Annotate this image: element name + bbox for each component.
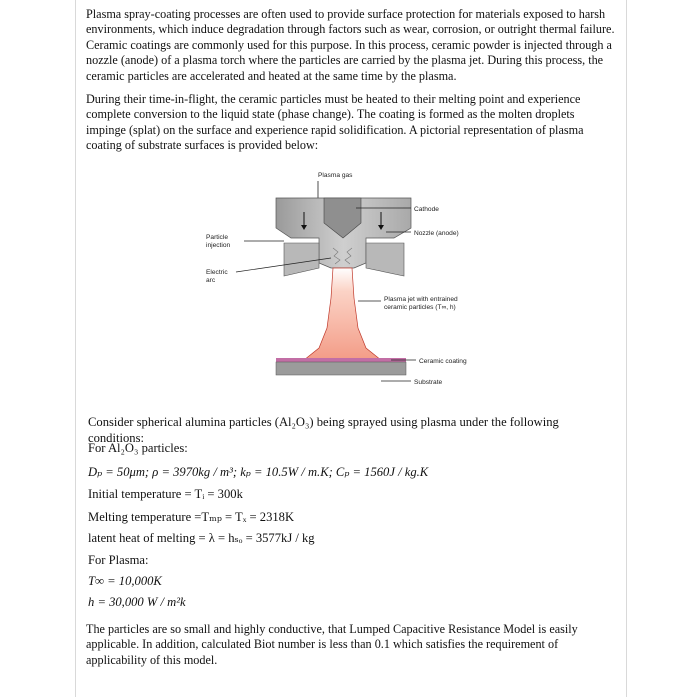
particle-injection-label-1: Particle — [206, 234, 228, 241]
closing-paragraph — [86, 622, 616, 668]
plasma-heading: For Plasma: — [88, 553, 149, 567]
particle-properties: Dₚ = 50μm; ρ = 3970kg / m³; kₚ = 10.5W / m.K; Cₚ = 1560J / kg.K — [88, 465, 429, 479]
substrate-label: Substrate — [414, 379, 443, 386]
plasma-temperature: T∞ = 10,000K — [88, 574, 162, 588]
problem-intro: Consider spherical alumina particles (Al₂O₃) being sprayed using plasma under the following conditions: — [88, 415, 559, 445]
intro-paragraph-2 — [86, 92, 616, 154]
torch-flange-right — [366, 243, 404, 276]
intro-paragraph-1 — [86, 7, 616, 84]
particle-injection-label-2: injection — [206, 242, 231, 249]
electric-arc-label-2: arc — [206, 277, 216, 284]
closing-text: The particles are so small and highly conductive, that Lumped Capacitive Resistance Model is easily applicable. In addition, calculated Biot number is less than 0.1 which satisfies the requirement of applicability of this model. — [86, 622, 578, 667]
plasma-jet-plume — [304, 268, 381, 360]
particles-heading: For Al₂O₃ particles: — [88, 441, 188, 455]
initial-temperature: Initial temperature = Tᵢ = 300k — [88, 487, 243, 501]
ceramic-coating-layer — [276, 358, 406, 362]
heat-transfer-coefficient: h = 30,000 W / m²k — [88, 595, 186, 609]
intro-text-1: Plasma spray-coating processes are often used to provide surface protection for materials exposed to harsh environments, which induce degradation through factors such as wear, corrosion, or outright thermal failure. Ceramic coatings are commonly used for this purpose. In this process, ceramic powder is injected through a nozzle (anode) of a plasma torch where the particles are carried by the plasma jet. During this process, the ceramic particles are accelerated and heated at the same time by the plasma. — [86, 7, 615, 83]
electric-arc-label-1: Electric — [206, 269, 228, 276]
plasma-gas-label: Plasma gas — [318, 172, 353, 179]
nozzle-label: Nozzle (anode) — [414, 230, 459, 237]
plasma-torch-diagram — [206, 168, 506, 393]
plasma-jet-label-1: Plasma jet with entrained — [384, 296, 458, 303]
substrate-block — [276, 362, 406, 375]
plasma-jet-label-2: ceramic particles (T∞, h) — [384, 304, 456, 311]
document-page — [75, 0, 627, 697]
cathode-label: Cathode — [414, 206, 439, 213]
torch-flange-left — [284, 243, 319, 276]
intro-text-2: During their time-in-flight, the ceramic particles must be heated to their melting point and experience complete conversion to the liquid state (phase change). The coating is formed as the molten droplets impinge (splat) on the surface and experience rapid solidification. A pictorial representation of plasma coating of substrate surfaces is provided below: — [86, 92, 584, 153]
ceramic-coating-label: Ceramic coating — [419, 358, 467, 365]
latent-heat: latent heat of melting = λ = hₛₒ = 3577kJ / kg — [88, 531, 315, 545]
melting-temperature: Melting temperature =Tₘₚ = Tₓ = 2318K — [88, 510, 295, 524]
